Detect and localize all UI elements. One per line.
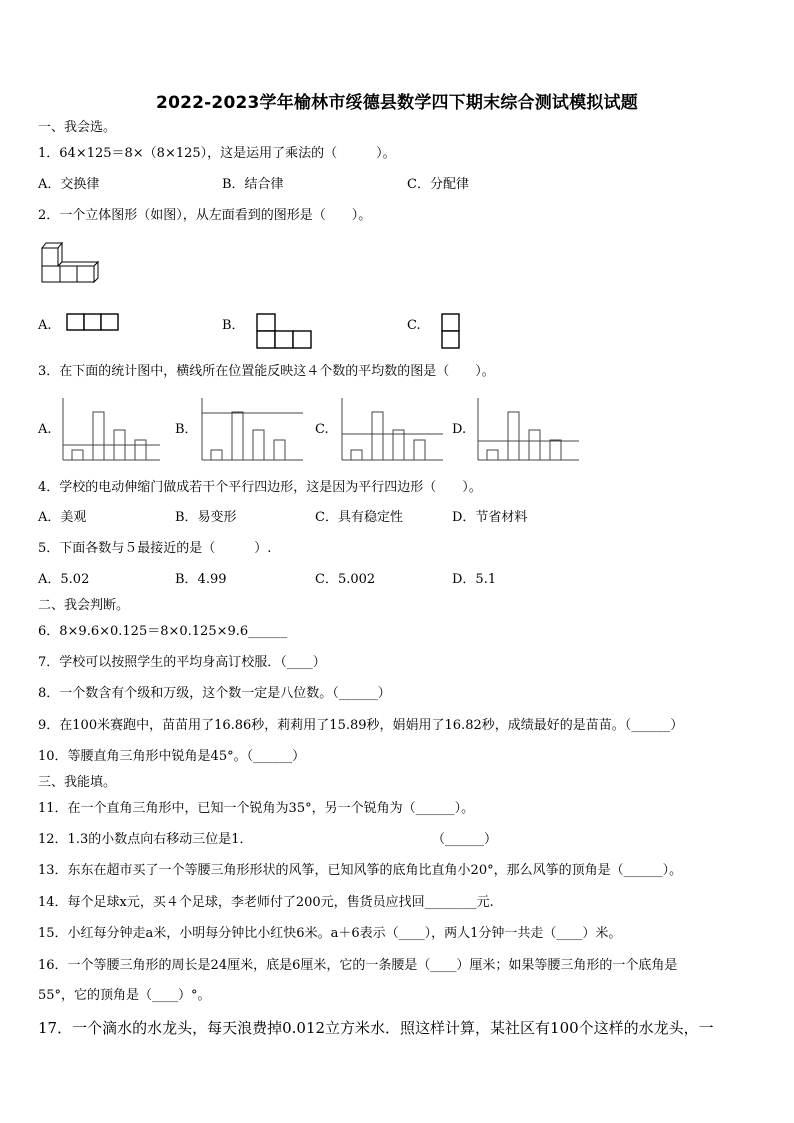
q2-option-a-figure — [66, 313, 120, 333]
question-16-line-2: 55°，它的顶角是（____）°。 — [38, 988, 211, 1003]
q4-option-a[interactable]: A．美观 — [38, 510, 87, 525]
question-13: 13．东东在超市买了一个等腰三角形形状的风筝，已知风筝的底角比直角小20°，那么风筝的顶角是（______）。 — [38, 863, 683, 878]
q3-option-b-chart — [199, 396, 305, 462]
q2-option-c-figure — [440, 313, 462, 351]
q3-option-d[interactable]: D. — [452, 422, 467, 437]
question-17: 17．一个滴水的水龙头，每天浪费掉0.012立方米水．照这样计算，某社区有100个这样的水龙头，一 — [38, 1019, 714, 1037]
q1-option-a[interactable]: A．交换律 — [38, 177, 100, 192]
question-8: 8．一个数含有个级和万级，这个数一定是八位数。（______） — [38, 686, 391, 701]
q3-option-a-chart — [60, 396, 162, 462]
q5-option-d[interactable]: D．5.1 — [452, 572, 497, 587]
question-7: 7．学校可以按照学生的平均身高订校服．（____） — [38, 655, 326, 670]
q5-option-c[interactable]: C．5.002 — [315, 572, 376, 587]
question-2: 2．一个立体图形（如图），从左面看到的图形是（ ）。 — [38, 208, 372, 223]
q1-option-b[interactable]: B．结合律 — [222, 177, 284, 192]
question-12: 12．1.3的小数点向右移动三位是1． — [38, 832, 253, 847]
q3-option-c[interactable]: C. — [315, 422, 329, 437]
page-title: 2022-2023学年榆林市绥德县数学四下期末综合测试模拟试题 — [156, 93, 638, 113]
question-10: 10．等腰直角三角形中锐角是45°。（______） — [38, 749, 306, 764]
question-4: 4．学校的电动伸缩门做成若干个平行四边形，这是因为平行四边形（ ）。 — [38, 480, 482, 495]
question-12-blank: （______） — [432, 832, 498, 847]
q2-option-a[interactable]: A. — [38, 318, 52, 333]
section-1-heading: 一、我会选。 — [38, 120, 117, 135]
section-2-heading: 二、我会判断。 — [38, 598, 130, 613]
q5-option-a[interactable]: A．5.02 — [38, 572, 90, 587]
question-15: 15．小红每分钟走a米，小明每分钟比小红快6米。a＋6表示（____），两人1分钟一共走（____）米。 — [38, 926, 622, 941]
q4-option-c[interactable]: C．具有稳定性 — [315, 510, 403, 525]
q3-option-a[interactable]: A. — [38, 422, 52, 437]
q4-option-b[interactable]: B．易变形 — [175, 510, 237, 525]
q2-option-c[interactable]: C. — [407, 318, 421, 333]
section-3-heading: 三、我能填。 — [38, 775, 117, 790]
question-6: 6．8×9.6×0.125＝8×0.125×9.6______ — [38, 624, 288, 639]
question-1: 1．64×125＝8×（8×125），这是运用了乘法的（ ）。 — [38, 146, 396, 161]
q3-option-d-chart — [475, 396, 581, 462]
q3-option-c-chart — [339, 396, 445, 462]
question-11: 11．在一个直角三角形中，已知一个锐角为35°，另一个锐角为（______）。 — [38, 801, 475, 816]
q3-option-b[interactable]: B． — [175, 422, 198, 437]
q2-option-b-figure — [255, 313, 313, 351]
cube-solid-figure — [38, 240, 102, 286]
q4-option-d[interactable]: D．节省材料 — [452, 510, 528, 525]
question-14: 14．每个足球x元，买４个足球，李老师付了200元，售货员应找回________元. — [38, 895, 494, 910]
question-5: 5．下面各数与５最接近的是（ ）. — [38, 541, 272, 556]
q1-option-c[interactable]: C．分配律 — [407, 177, 469, 192]
question-9: 9．在100米赛跑中，苗苗用了16.86秒，莉莉用了15.89秒，娟娟用了16.82秒，成绩最好的是苗苗。（______） — [38, 718, 684, 733]
question-3: 3．在下面的统计图中，横线所在位置能反映这４个数的平均数的图是（ ）。 — [38, 364, 495, 379]
q2-option-b[interactable]: B． — [222, 318, 245, 333]
question-16-line-1: 16．一个等腰三角形的周长是24厘米，底是6厘米，它的一条腰是（____）厘米；如果等腰三角形的一个底角是 — [38, 958, 678, 973]
q5-option-b[interactable]: B．4.99 — [175, 572, 227, 587]
